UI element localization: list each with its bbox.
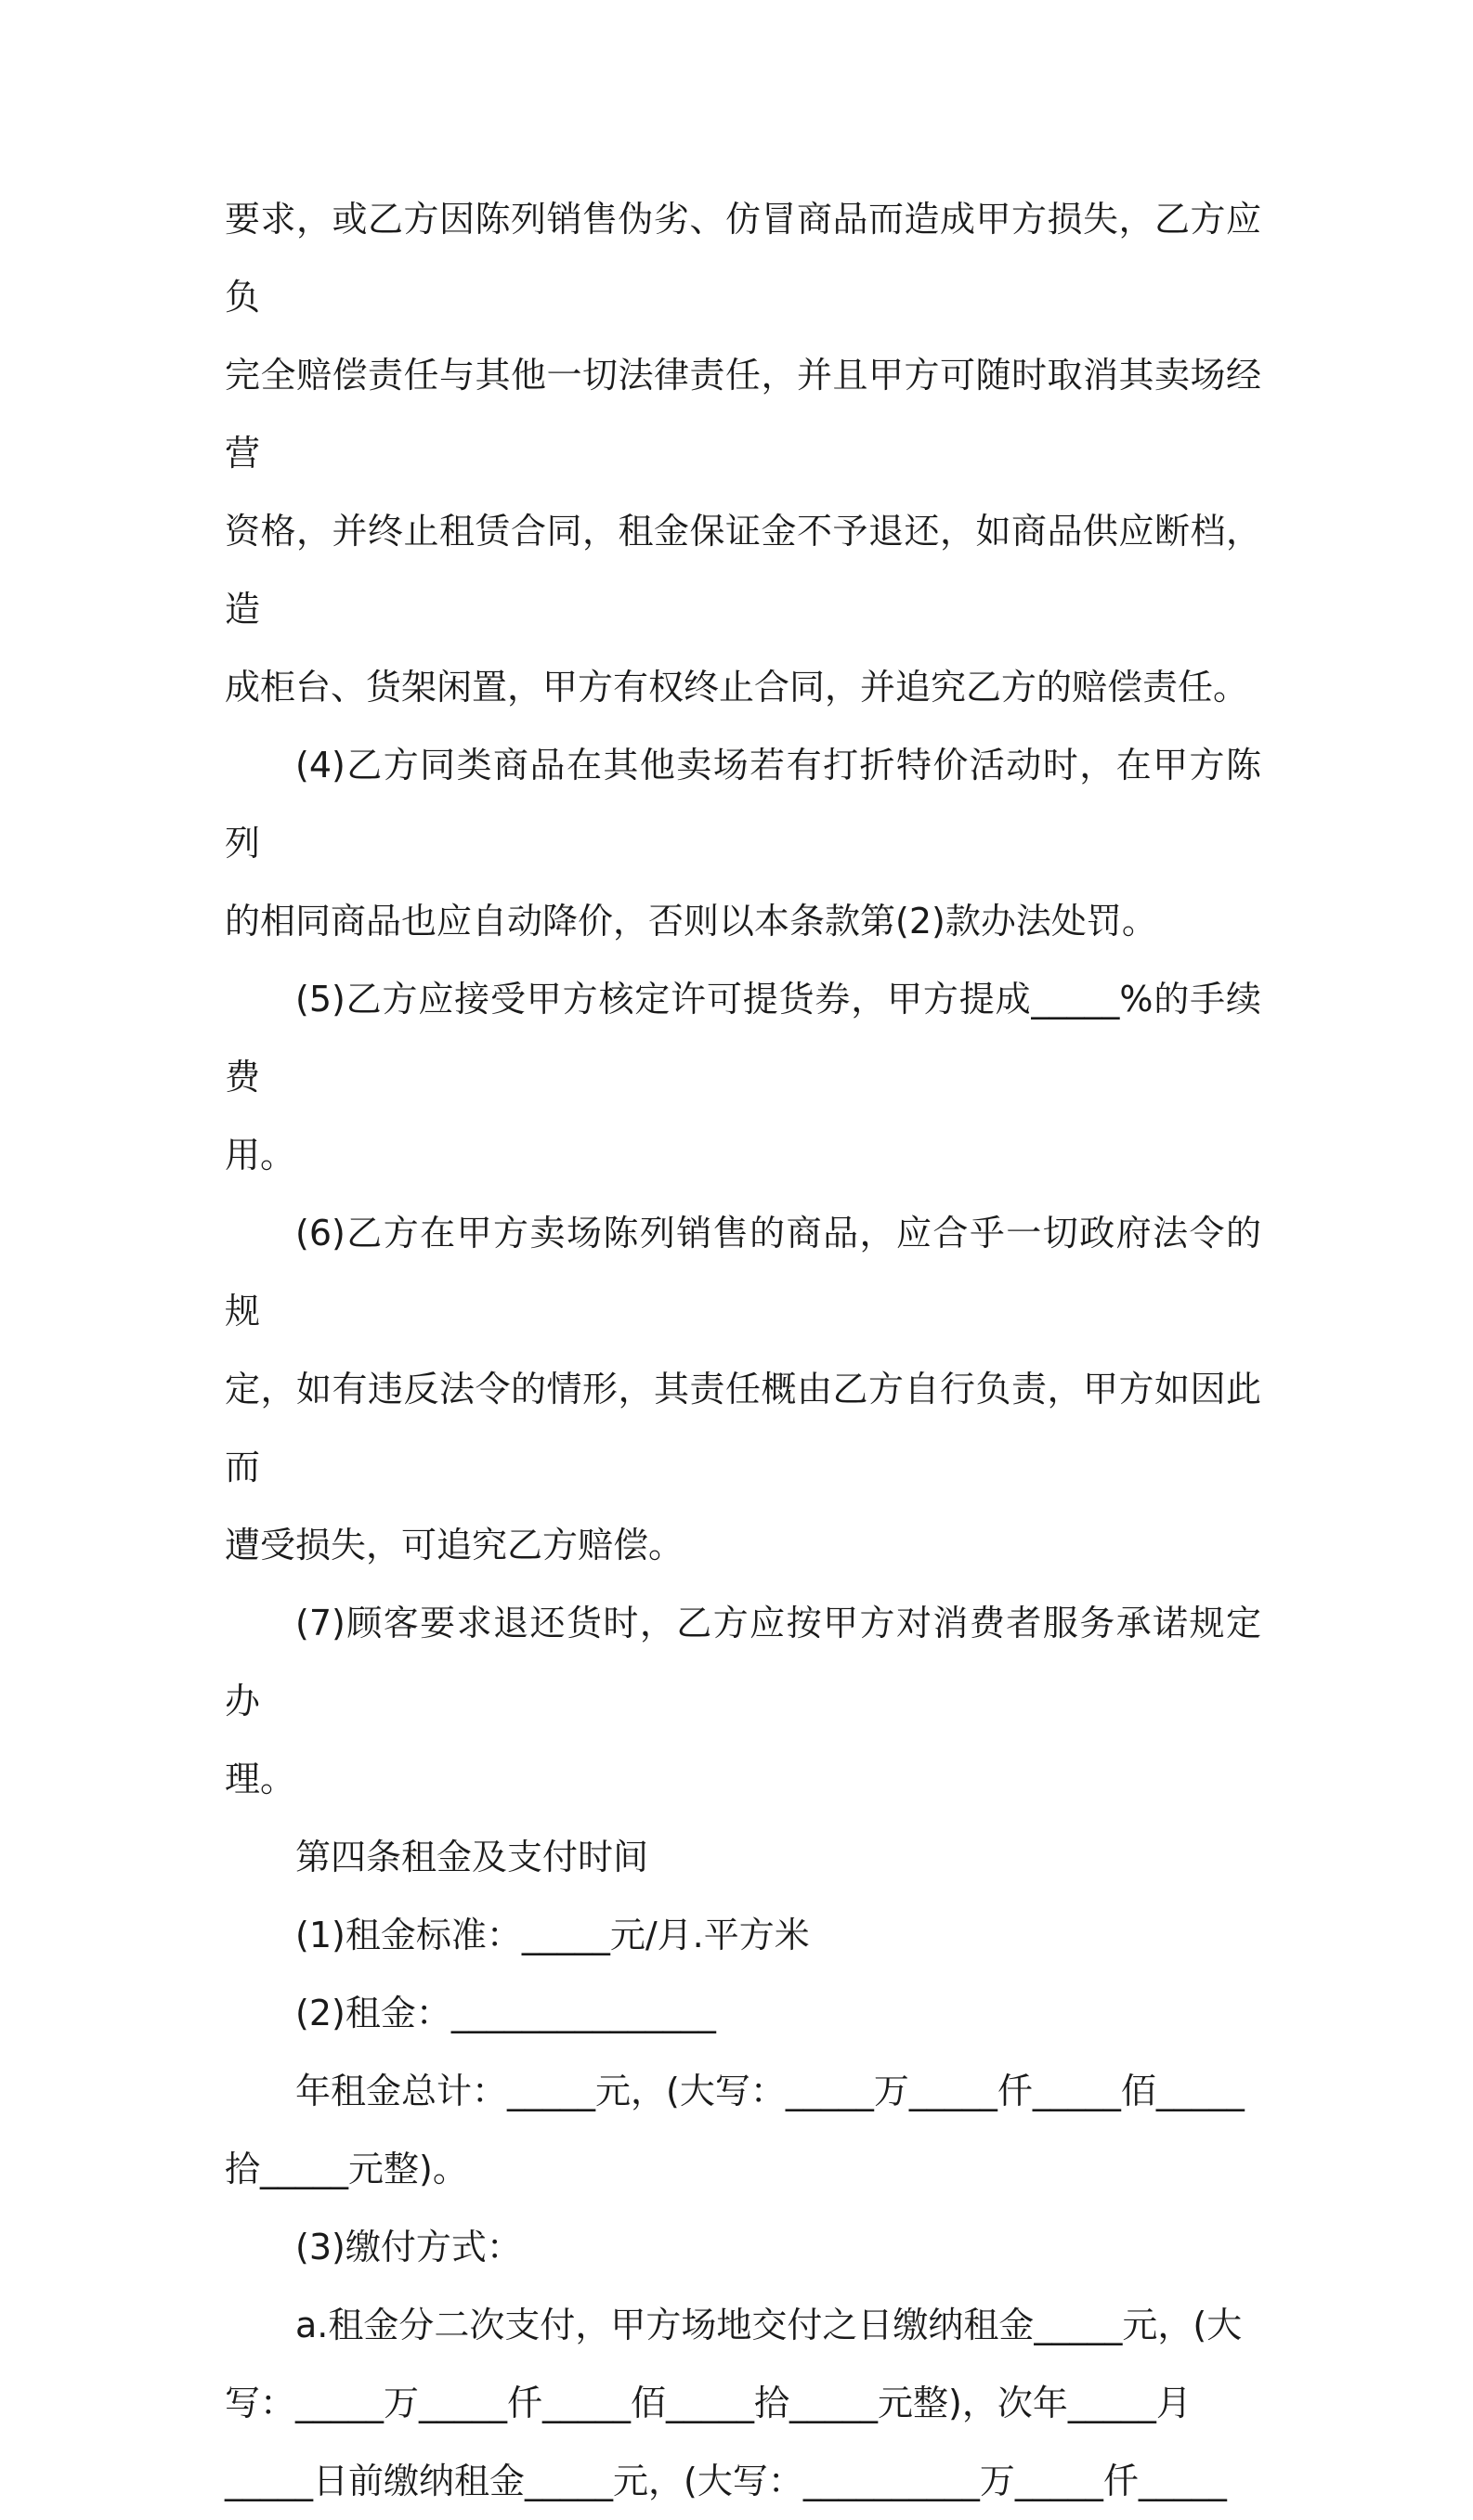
paragraph-line: 遭受损失，可追究乙方赔偿。: [225, 1525, 684, 1565]
rent-standard-line: (1)租金标准：_____元/月.平方米: [295, 1915, 810, 1955]
paragraph-line: 资格，并终止租赁合同，租金保证金不予退还，如商品供应断档，造: [225, 511, 1261, 630]
payment-detail-line: _____日前缴纳租金_____元，(大写：__________万_____仟_____: [225, 2461, 1227, 2501]
paragraph-line: (4)乙方同类商品在其他卖场若有打折特价活动时，在甲方陈列: [225, 745, 1261, 864]
paragraph-line: 用。: [225, 1135, 296, 1176]
paragraph-line: 的相同商品也应自动降价，否则以本条款第(2)款办法处罚。: [225, 901, 1157, 942]
paragraph-line: 要求，或乙方因陈列销售伪劣、仿冒商品而造成甲方损失，乙方应负: [225, 199, 1261, 318]
rent-line: (2)租金：_______________: [295, 1993, 716, 2033]
paragraph-line: (6)乙方在甲方卖场陈列销售的商品，应合乎一切政府法令的规: [225, 1213, 1261, 1331]
annual-rent-line: 拾_____元整)。: [225, 2149, 468, 2189]
payment-detail-line: 写：_____万_____仟_____佰_____拾_____元整)，次年_____月: [225, 2383, 1192, 2423]
paragraph-line: (7)顾客要求退还货时，乙方应按甲方对消费者服务承诺规定办: [225, 1603, 1261, 1721]
document-body: [225, 180, 1261, 2520]
payment-detail-line: a.租金分二次支付，甲方场地交付之日缴纳租金_____元，(大: [295, 2305, 1243, 2345]
payment-method-line: (3)缴付方式：: [295, 2227, 522, 2267]
section-heading: 第四条租金及支付时间: [295, 1837, 649, 1877]
paragraph-line: 完全赔偿责任与其他一切法律责任，并且甲方可随时取消其卖场经营: [225, 355, 1261, 474]
paragraph-line: 理。: [225, 1759, 296, 1799]
paragraph-line: 成柜台、货架闲置，甲方有权终止合同，并追究乙方的赔偿责任。: [225, 667, 1249, 708]
paragraph-line: 定，如有违反法令的情形，其责任概由乙方自行负责，甲方如因此而: [225, 1369, 1261, 1487]
paragraph-line: (5)乙方应接受甲方核定许可提货券，甲方提成_____%的手续费: [225, 979, 1261, 1098]
annual-rent-line: 年租金总计：_____元，(大写：_____万_____仟_____佰_____: [295, 2071, 1245, 2111]
